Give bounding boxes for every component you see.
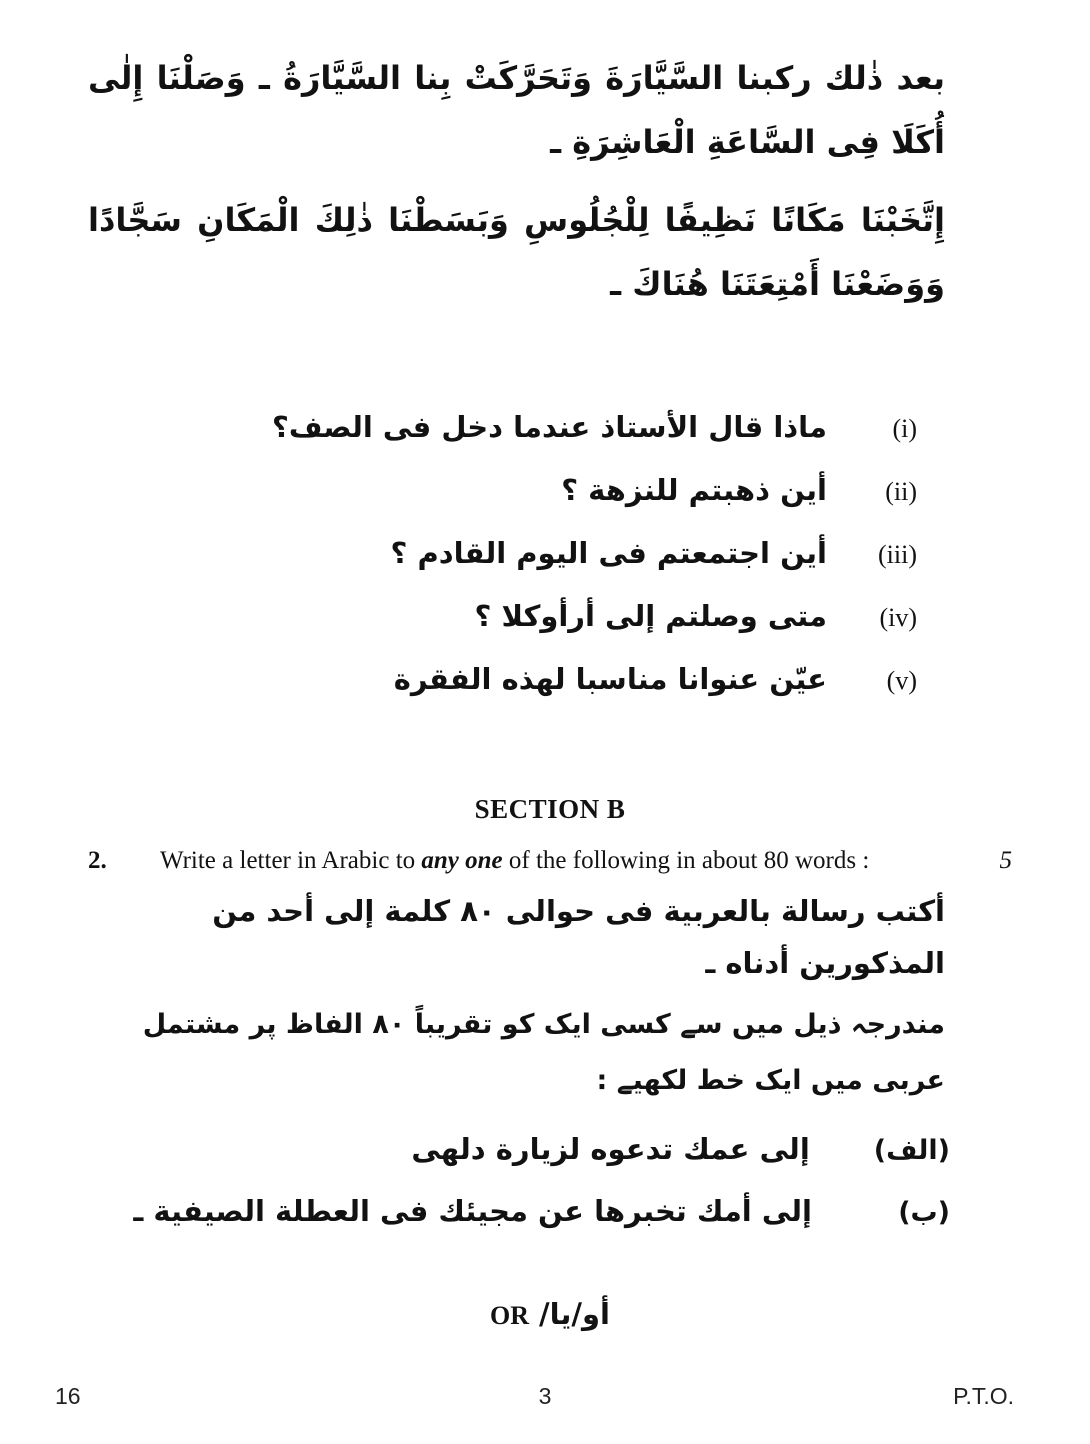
comprehension-question-list bbox=[88, 404, 917, 702]
or-divider-latin: OR bbox=[490, 1301, 530, 1330]
question-number: (i) bbox=[892, 414, 917, 443]
option-text: إلى عمك تدعوه لزيارة دلهى bbox=[411, 1132, 810, 1166]
passage-paragraph-1: بعد ذٰلك ركبنا السَّيَّارَةَ وَتَحَرَّكَتْ بِنا السَّيَّارَةُ ـ وَصَلْنَا إِلٰى أُكَلَا فِى السَّاعَةِ الْعَاشِرَةِ ـ bbox=[88, 59, 945, 161]
letter-option-a bbox=[88, 1125, 950, 1173]
question-item bbox=[88, 404, 917, 450]
question-2-emphasis: any one bbox=[421, 847, 503, 874]
question-text: ماذا قال الأستاذ عندما دخل فى الصف؟ bbox=[272, 410, 827, 444]
question-text: أين ذهبتم للنزهة ؟ bbox=[561, 473, 827, 507]
option-label: (ب) bbox=[898, 1197, 950, 1228]
question-2-urdu-instruction: مندرجہ ذیل میں سے کسی ایک کو تقریباً ٨٠ الفاظ پر مشتمل عربی میں ایک خط لکھیے : bbox=[142, 1009, 945, 1096]
letter-option-list bbox=[88, 1125, 950, 1235]
or-divider-arabic: أو/يا/ bbox=[539, 1297, 610, 1331]
option-text: إلى أمك تخبرها عن مجيئك فى العطلة الصيفية ـ bbox=[133, 1194, 812, 1228]
option-label: (الف) bbox=[873, 1135, 950, 1166]
question-item bbox=[88, 530, 917, 576]
question-2-text-after: of the following in about 80 words : bbox=[502, 847, 870, 874]
question-2 bbox=[88, 847, 1012, 875]
question-text: أين اجتمعتم فى اليوم القادم ؟ bbox=[390, 536, 827, 570]
question-number: (ii) bbox=[885, 477, 917, 506]
letter-option-b bbox=[88, 1187, 950, 1235]
pto-label: P.T.O. bbox=[953, 1383, 1014, 1409]
paper-code: 16 bbox=[55, 1383, 81, 1409]
question-2-arabic-instruction: أكتب رسالة بالعربية فى حوالى ٨٠ كلمة إلى أحد من المذكورين أدناه ـ bbox=[212, 894, 945, 980]
question-2-text-before: Write a letter in Arabic to bbox=[160, 847, 422, 874]
question-2-text bbox=[160, 847, 980, 875]
question-number: (iii) bbox=[878, 540, 917, 569]
question-text: متى وصلتم إلى أرأوكلا ؟ bbox=[474, 599, 827, 633]
question-text: عيّن عنوانا مناسبا لهذه الفقرة bbox=[393, 662, 827, 696]
question-2-marks: 5 bbox=[999, 847, 1012, 874]
page-footer bbox=[0, 1380, 1090, 1410]
page-number: 3 bbox=[538, 1383, 552, 1409]
question-item bbox=[88, 656, 917, 702]
question-number: (iv) bbox=[879, 603, 917, 632]
question-item bbox=[88, 593, 917, 639]
passage-paragraph-2: إِتَّخَبْنَا مَكَانًا نَظِيفًا لِلْجُلُوسِ وَبَسَطْنَا ذٰلِكَ الْمَكَانِ سَجَّادًا وَوَضَعْنَا أَمْتِعَتَنَا هُنَاكَ ـ bbox=[88, 201, 945, 303]
question-2-number: 2. bbox=[88, 847, 107, 874]
question-number: (v) bbox=[886, 666, 917, 695]
section-b-heading: SECTION B bbox=[474, 794, 626, 824]
question-item bbox=[88, 467, 917, 513]
or-divider bbox=[88, 1297, 1012, 1331]
